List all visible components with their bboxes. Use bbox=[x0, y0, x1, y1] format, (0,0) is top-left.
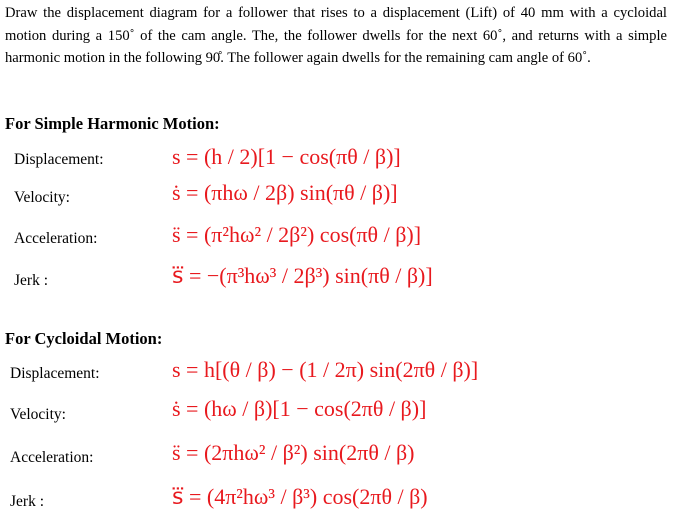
cycloidal-displacement-formula: s = h[(θ / β) − (1 / 2π) sin(2πθ / β)] bbox=[172, 357, 479, 382]
cycloidal-velocity-formula: ṡ = (hω / β)[1 − cos(2πθ / β)] bbox=[172, 396, 427, 421]
shm-displacement-formula: s = (h / 2)[1 − cos(πθ / β)] bbox=[172, 144, 401, 169]
shm-jerk-label: Jerk : bbox=[14, 272, 49, 289]
shm-velocity-label: Velocity: bbox=[14, 189, 70, 206]
problem-statement: Draw the displacement diagram for a follower that rises to a displacement (Lift) of 40 mm with a cycloidal motion during a 150˚ of the cam angle. The, the follower dwells for the next 60˚, and returns with a simple harmonic motion in the following 90̊. The follower again dwells for the remaining cam angle of 60˚. bbox=[5, 5, 667, 66]
cycloidal-displacement-label: Displacement: bbox=[10, 365, 100, 382]
shm-acceleration-formula: s̈ = (π²hω² / 2β²) cos(πθ / β)] bbox=[172, 222, 422, 247]
cycloidal-jerk-label: Jerk : bbox=[10, 493, 45, 510]
shm-velocity-formula: ṡ = (πhω / 2β) sin(πθ / β)] bbox=[172, 180, 398, 205]
cycloidal-heading: For Cycloidal Motion: bbox=[5, 329, 163, 348]
cycloidal-acceleration-formula: s̈ = (2πhω² / β²) sin(2πθ / β) bbox=[172, 440, 415, 465]
shm-jerk-formula: s⃛ = −(π³hω³ / 2β³) sin(πθ / β)] bbox=[172, 263, 433, 288]
shm-displacement-label: Displacement: bbox=[14, 151, 104, 168]
cycloidal-jerk-formula: s⃛ = (4π²hω³ / β³) cos(2πθ / β) bbox=[172, 484, 428, 509]
cycloidal-velocity-label: Velocity: bbox=[10, 406, 66, 423]
shm-heading: For Simple Harmonic Motion: bbox=[5, 114, 220, 133]
cycloidal-acceleration-label: Acceleration: bbox=[10, 449, 94, 466]
shm-acceleration-label: Acceleration: bbox=[14, 230, 98, 247]
